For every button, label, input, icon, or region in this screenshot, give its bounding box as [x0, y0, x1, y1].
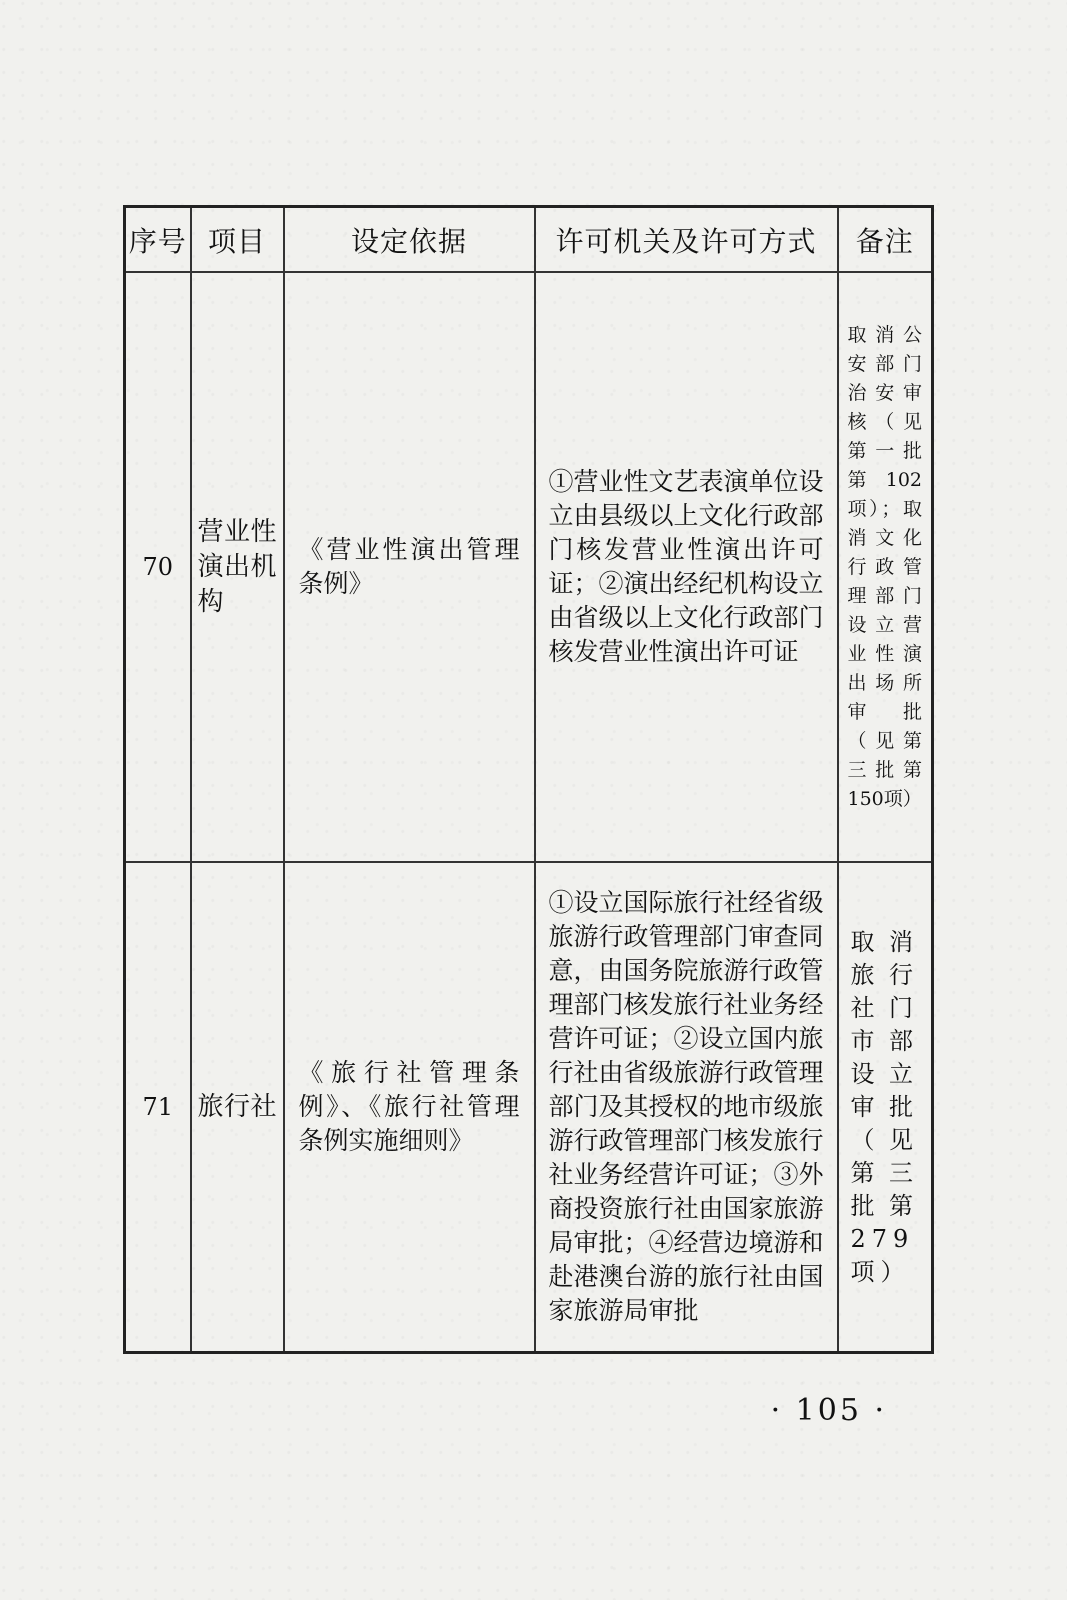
row-item: 营业性演出机构 [191, 272, 284, 862]
table-row [125, 862, 933, 1353]
header-remarks: 备注 [838, 207, 933, 273]
administrative-license-table [123, 205, 934, 1354]
table-header-row [125, 207, 933, 273]
row-remarks: 取消公安部门治安审核（见第一批第102项）；取消文化行政管理部门设立营业性演出场所审批（见第三批第150项） [838, 272, 933, 862]
row-authority-method: ①营业性文艺表演单位设立由县级以上文化行政部门核发营业性演出许可证；②演出经纪机构设立由省级以上文化行政部门核发营业性演出许可证 [535, 272, 838, 862]
table-row [125, 272, 933, 862]
header-item: 项目 [191, 207, 284, 273]
row-legal-basis: 《营业性演出管理条例》 [284, 272, 535, 862]
header-legal-basis: 设定依据 [284, 207, 535, 273]
row-legal-basis: 《旅行社管理条例》、《旅行社管理条例实施细则》 [284, 862, 535, 1353]
page-number: · 105 · [770, 1393, 887, 1428]
header-authority-method: 许可机关及许可方式 [535, 207, 838, 273]
row-authority-method: ①设立国际旅行社经省级旅游行政管理部门审查同意，由国务院旅游行政管理部门核发旅行社业务经营许可证；②设立国内旅行社由省级旅游行政管理部门及其授权的地市级旅游行政管理部门核发旅行社业务经营许可证；③外商投资旅行社由国家旅游局审批；④经营边境游和赴港澳台游的旅行社由国家旅游局审批 [535, 862, 838, 1353]
header-serial-number: 序号 [125, 207, 191, 273]
row-serial-number: 71 [125, 862, 191, 1353]
row-serial-number: 70 [125, 272, 191, 862]
row-item: 旅行社 [191, 862, 284, 1353]
row-remarks: 取消旅行社门市部设立审批（见第三批第279项） [838, 862, 933, 1353]
